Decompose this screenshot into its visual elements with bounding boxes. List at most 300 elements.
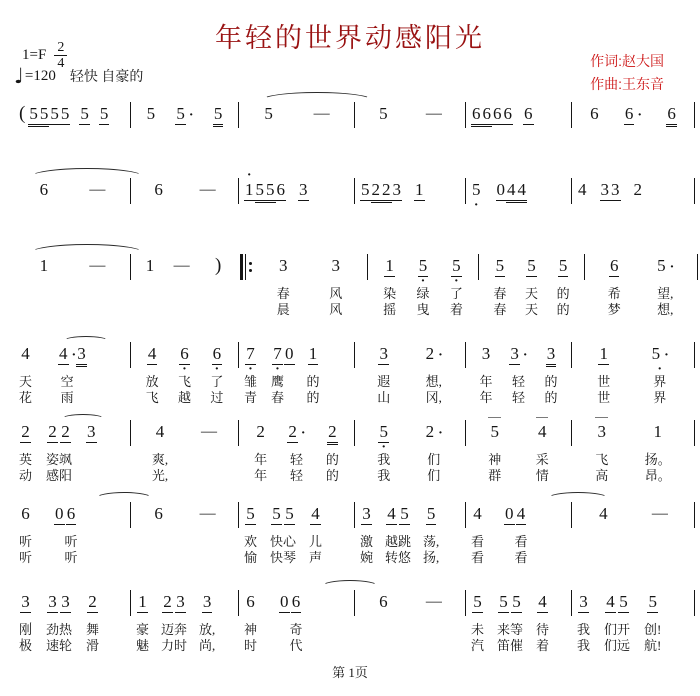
note-row xyxy=(47,422,58,443)
note-number: 6 xyxy=(503,104,512,123)
measure xyxy=(479,256,584,318)
note-number: 4 xyxy=(538,592,547,611)
note-token xyxy=(360,504,373,566)
barline xyxy=(694,590,695,616)
lyric-verse1: 豪 xyxy=(136,622,150,637)
rest-dash xyxy=(425,104,442,125)
slur-arc xyxy=(322,580,378,592)
lyric-verse2: 听 xyxy=(19,550,33,565)
note-token xyxy=(244,168,255,201)
note-row xyxy=(589,104,600,125)
note-token xyxy=(479,344,492,406)
note-row xyxy=(175,104,193,125)
expression-text: 轻快 自豪的 xyxy=(69,70,144,85)
lyric-verse2: 动 xyxy=(19,468,33,483)
lyric-verse1: 雏 xyxy=(244,374,258,389)
note-number: 6 xyxy=(154,504,163,523)
note-row xyxy=(212,344,223,377)
lyric-verse1: 的 xyxy=(544,374,558,389)
score-line xyxy=(14,422,695,484)
lyric-verse2: 愉 xyxy=(244,550,258,565)
note-token xyxy=(523,104,534,125)
lyric-verse2: 春 xyxy=(493,302,507,317)
lyric-verse1: 希 xyxy=(607,286,621,301)
augmentation-dot: · xyxy=(438,426,443,441)
note-row xyxy=(605,592,616,613)
duration-dash: — xyxy=(173,257,189,274)
lyric-verse2: 看 xyxy=(514,550,528,565)
note-number: 3 xyxy=(481,344,491,363)
note-number: 0 xyxy=(280,592,289,611)
note-row xyxy=(199,180,216,201)
slur-arc xyxy=(96,492,152,504)
octave-dot-below: · xyxy=(473,198,479,213)
rest-dash xyxy=(88,256,105,318)
lyric-verse1: 的 xyxy=(556,286,570,301)
note-token xyxy=(377,422,390,484)
note-row xyxy=(425,344,443,365)
note-number: 1 xyxy=(653,422,662,441)
note-token xyxy=(19,504,32,566)
note-token xyxy=(58,344,76,406)
measure xyxy=(239,422,354,484)
note-row xyxy=(471,104,482,125)
octave-dot-below: · xyxy=(182,362,187,377)
note-row xyxy=(610,180,621,201)
note-row xyxy=(596,422,607,443)
note-number: 5 xyxy=(472,180,481,199)
note-token xyxy=(49,104,60,125)
lyric-verse1: 神 xyxy=(488,452,502,467)
note-token xyxy=(450,256,463,318)
lyric-verse1: 界 xyxy=(653,374,667,389)
note-row xyxy=(546,344,557,365)
note-token xyxy=(371,180,382,201)
overline-mark xyxy=(488,417,501,418)
note-token xyxy=(598,504,609,566)
lyric-verse2: 冈, xyxy=(425,390,442,405)
lyric-verse2: 们 xyxy=(427,468,441,483)
lyric-verse1: 绿 xyxy=(416,286,430,301)
lyric-verse2: 笛 xyxy=(497,638,511,653)
note-token xyxy=(493,256,506,318)
note-token xyxy=(503,104,514,125)
measure xyxy=(131,422,238,484)
note-row xyxy=(360,180,371,201)
rest-dash xyxy=(425,592,442,654)
lyric-verse2: 轮 xyxy=(59,638,73,653)
note-row xyxy=(202,592,213,613)
lyric-verse2: 春 xyxy=(271,390,285,405)
note-row xyxy=(651,344,669,377)
note-token xyxy=(210,344,223,406)
lyric-verse1: 我 xyxy=(577,622,591,637)
lyric-verse1: 快 xyxy=(270,534,284,549)
score-line xyxy=(14,592,695,654)
measure xyxy=(239,592,354,654)
lyric-verse2: 时 xyxy=(244,638,258,653)
note-token xyxy=(60,104,71,125)
note-number: 5 xyxy=(272,504,281,523)
note-row xyxy=(425,592,442,613)
note-row xyxy=(414,180,425,201)
lyric-verse2: 看 xyxy=(471,550,485,565)
note-row xyxy=(147,344,158,365)
measure xyxy=(355,504,465,566)
note-row xyxy=(199,504,216,525)
note-number: 5 xyxy=(213,104,224,127)
note-row xyxy=(558,256,569,277)
note-number: 0 xyxy=(55,504,64,523)
note-row xyxy=(308,344,319,365)
rest-dash xyxy=(199,180,216,201)
lyric-verse1: 天 xyxy=(524,286,538,301)
note-number: 4 xyxy=(155,422,165,441)
note-row xyxy=(58,344,76,365)
note-number: 5 xyxy=(473,592,482,611)
lyric-verse1: 儿 xyxy=(309,534,323,549)
lyric-verse2: 魅 xyxy=(136,638,150,653)
note-token xyxy=(326,422,339,484)
note-token xyxy=(152,422,168,484)
note-token xyxy=(254,422,267,484)
note-row xyxy=(245,504,256,525)
note-number: 3 xyxy=(546,344,557,367)
measure xyxy=(572,504,694,566)
note-row xyxy=(472,592,483,613)
note-number: 3 xyxy=(48,592,57,611)
note-row xyxy=(20,422,31,443)
note-row xyxy=(418,256,429,289)
note-number: 2 xyxy=(288,422,297,441)
lyric-verse1: 放 xyxy=(145,374,159,389)
measure xyxy=(14,344,130,406)
note-number: 4 xyxy=(606,592,615,611)
note-row xyxy=(577,180,588,201)
note-row xyxy=(145,256,156,277)
lyric-verse1: 未 xyxy=(471,622,485,637)
lyric-verse1: 舞 xyxy=(86,622,100,637)
note-row xyxy=(87,592,98,613)
note-number: 3 xyxy=(331,256,340,275)
lyric-verse1: 染 xyxy=(383,286,397,301)
note-row xyxy=(137,592,148,613)
note-number: 2 xyxy=(61,422,70,441)
lyric-verse2: 的 xyxy=(556,302,570,317)
duration-dash: — xyxy=(199,181,215,198)
note-token xyxy=(577,592,590,654)
lyric-verse2: 感 xyxy=(46,468,60,483)
augmentation-dot: · xyxy=(522,348,528,363)
note-token xyxy=(624,104,642,125)
lyric-verse2: 的 xyxy=(544,390,558,405)
lyric-verse1: 空 xyxy=(60,374,74,389)
note-number: 4 xyxy=(506,180,517,203)
note-token xyxy=(471,180,482,213)
lyric-verse2: 催 xyxy=(510,638,524,653)
note-row xyxy=(598,504,609,525)
note-number: 4 xyxy=(537,422,547,441)
note-token xyxy=(497,592,510,654)
note-token xyxy=(99,104,110,125)
note-row xyxy=(265,180,276,201)
note-token xyxy=(666,104,677,125)
note-row xyxy=(481,344,492,365)
score-line xyxy=(14,256,698,318)
measure xyxy=(14,104,130,125)
note-token xyxy=(597,344,610,406)
note-row xyxy=(255,422,266,443)
lyric-verse2: 转 xyxy=(385,550,399,565)
note-number: 3 xyxy=(510,344,519,363)
note-row xyxy=(506,180,517,201)
barline xyxy=(694,502,695,528)
note-number: 5 xyxy=(80,104,89,123)
tempo-value: =120 xyxy=(24,67,56,84)
score-line xyxy=(14,504,695,566)
note-row xyxy=(384,256,395,277)
note-token xyxy=(425,344,443,406)
lyric-verse1: 听 xyxy=(64,534,78,549)
lyric-verse1: 爽, xyxy=(151,452,169,467)
note-row xyxy=(425,104,442,125)
note-row xyxy=(392,180,403,201)
measure xyxy=(131,344,238,406)
note-row xyxy=(482,104,493,125)
octave-dot-above: · xyxy=(246,168,252,183)
lyric-verse2: 轻 xyxy=(289,468,303,483)
lyric-verse1: 春 xyxy=(493,286,507,301)
note-token xyxy=(136,592,149,654)
note-token xyxy=(263,104,274,125)
measure xyxy=(466,592,571,654)
note-row xyxy=(153,180,164,201)
note-number: 2 xyxy=(48,422,57,441)
note-number: 3 xyxy=(176,592,185,611)
lyric-verse1: 跳 xyxy=(398,534,412,549)
note-number: 2 xyxy=(425,344,435,363)
note-row xyxy=(361,504,372,525)
lyric-verse1: 看 xyxy=(514,534,528,549)
note-row xyxy=(244,168,255,201)
note-row xyxy=(20,344,31,365)
note-token xyxy=(471,592,484,654)
slur-arc xyxy=(30,244,144,262)
note-number: 6 xyxy=(246,592,255,611)
note-row xyxy=(263,104,274,125)
note-row xyxy=(327,422,338,443)
note-token xyxy=(656,256,674,318)
note-row xyxy=(310,504,321,525)
note-token xyxy=(414,180,425,201)
note-token xyxy=(244,592,257,654)
lyric-verse2: 尚, xyxy=(199,638,216,653)
lyric-verse1: 奔 xyxy=(174,622,188,637)
note-number: 3 xyxy=(392,180,401,199)
note-number: 4 xyxy=(473,504,482,523)
note-row xyxy=(284,344,295,365)
note-number: 2 xyxy=(256,422,265,441)
note-row xyxy=(200,422,217,443)
note-token xyxy=(28,104,39,125)
note-number: 5 xyxy=(99,104,109,123)
open-paren: ( xyxy=(19,103,26,124)
note-token xyxy=(277,256,290,318)
note-row xyxy=(633,180,644,201)
note-row xyxy=(20,592,31,613)
measure xyxy=(585,256,697,318)
lyric-verse2: 天 xyxy=(524,302,538,317)
note-row xyxy=(537,422,548,443)
note-token xyxy=(283,504,296,566)
measure xyxy=(131,104,238,125)
slur-arc xyxy=(62,414,104,423)
note-number: 6 xyxy=(590,104,599,123)
lyric-verse1: 来 xyxy=(497,622,511,637)
note-token xyxy=(309,504,322,566)
note-number: 3 xyxy=(611,180,620,199)
note-token xyxy=(19,592,32,654)
lyric-verse2: 我 xyxy=(377,468,391,483)
note-row xyxy=(425,422,443,443)
note-token xyxy=(19,422,32,484)
lyric-verse2: 风 xyxy=(329,302,343,317)
note-number: 2 xyxy=(371,180,382,203)
note-number: 1 xyxy=(245,180,254,199)
lyric-verse2: 航! xyxy=(644,638,662,653)
note-token xyxy=(244,344,257,406)
lyric-verse2: 花 xyxy=(19,390,33,405)
rest-dash xyxy=(173,256,190,318)
lyric-verse1: 创! xyxy=(644,622,662,637)
note-token xyxy=(510,592,523,654)
augmentation-dot: · xyxy=(669,260,675,275)
note-number: 5 xyxy=(558,256,568,275)
lyric-verse2: 年 xyxy=(479,390,493,405)
lyricist-credit: 作词:赵大国 xyxy=(590,53,664,69)
note-token xyxy=(146,104,157,125)
note-row xyxy=(399,504,410,525)
note-number: 5 xyxy=(265,180,276,203)
note-token xyxy=(174,592,187,654)
overline-mark xyxy=(595,417,608,418)
duration-dash: — xyxy=(425,105,441,122)
note-token xyxy=(517,180,528,201)
lyric-verse2: 声 xyxy=(309,550,323,565)
note-number: 6 xyxy=(624,104,634,123)
note-row xyxy=(60,422,71,443)
duration-dash: — xyxy=(199,505,215,522)
rest-dash xyxy=(199,504,216,566)
slur-arc xyxy=(548,492,608,504)
note-number: 3 xyxy=(362,504,371,523)
lyric-verse2: 快 xyxy=(270,550,284,565)
octave-dot-below: · xyxy=(657,362,663,377)
lyric-verse2: 想, xyxy=(657,302,674,317)
note-row xyxy=(66,504,77,525)
note-token xyxy=(298,180,309,201)
duration-dash: — xyxy=(651,505,667,522)
lyric-verse1: 看 xyxy=(471,534,485,549)
note-row xyxy=(278,256,289,277)
note-token xyxy=(506,180,517,201)
song-title: 年轻的世界动感阳光 xyxy=(215,23,485,53)
measure xyxy=(131,504,238,566)
note-row xyxy=(60,104,71,125)
note-number: 5 xyxy=(400,504,409,523)
lyric-verse1: 扬。 xyxy=(644,452,671,467)
note-row xyxy=(371,180,382,201)
note-row xyxy=(330,256,341,277)
note-row xyxy=(213,104,224,125)
note-token xyxy=(536,592,549,654)
note-token xyxy=(496,180,507,201)
barline xyxy=(694,178,695,204)
note-number: 3 xyxy=(278,256,288,275)
lyric-verse1: 的 xyxy=(325,452,339,467)
note-row xyxy=(504,504,515,525)
note-token xyxy=(644,592,661,654)
note-number: 0 xyxy=(496,180,505,199)
composer-credit: 作曲:王东音 xyxy=(590,76,664,93)
note-row xyxy=(495,256,506,277)
note-token xyxy=(287,422,305,484)
lyric-verse1: 等 xyxy=(510,622,524,637)
measure xyxy=(14,422,130,484)
note-row xyxy=(47,592,58,613)
note-number: 3 xyxy=(202,592,212,611)
page-number: 第 1页 xyxy=(332,665,368,680)
measure xyxy=(368,256,478,318)
duration-dash: — xyxy=(201,423,217,440)
note-number: 5 xyxy=(264,104,273,123)
note-token xyxy=(416,256,429,318)
lyric-verse2: 着 xyxy=(449,302,463,317)
slur-arc xyxy=(262,92,372,108)
note-row xyxy=(471,180,482,213)
note-token xyxy=(39,104,50,125)
lyric-verse1: 望, xyxy=(657,286,674,301)
octave-dot-below: · xyxy=(381,440,387,455)
close-paren: ) xyxy=(214,255,222,276)
note-number: 5 xyxy=(50,104,59,123)
note-token xyxy=(482,104,493,125)
lyric-verse2: 时 xyxy=(174,638,188,653)
note-token xyxy=(213,104,224,125)
note-row xyxy=(509,344,527,365)
note-row xyxy=(378,344,389,365)
lyric-verse2: 轻 xyxy=(511,390,525,405)
note-number: 3 xyxy=(76,344,87,367)
note-row xyxy=(651,504,668,525)
note-row xyxy=(272,344,283,377)
note-number: 7 xyxy=(246,344,255,363)
note-row xyxy=(54,504,65,525)
lyric-verse1: 飞 xyxy=(177,374,191,389)
note-number: 6 xyxy=(291,592,301,611)
lyric-verse2: 汽 xyxy=(471,638,485,653)
lyric-verse2: 昂。 xyxy=(644,468,671,483)
lyric-verse1: 刚 xyxy=(19,622,33,637)
note-token xyxy=(589,104,600,125)
note-token xyxy=(509,344,527,406)
measure xyxy=(572,180,694,201)
note-row xyxy=(523,104,534,125)
lyric-verse1: 们 xyxy=(604,622,618,637)
duration-dash: — xyxy=(89,181,105,198)
note-number: 5 xyxy=(39,104,50,127)
lyric-verse2: 我 xyxy=(577,638,591,653)
